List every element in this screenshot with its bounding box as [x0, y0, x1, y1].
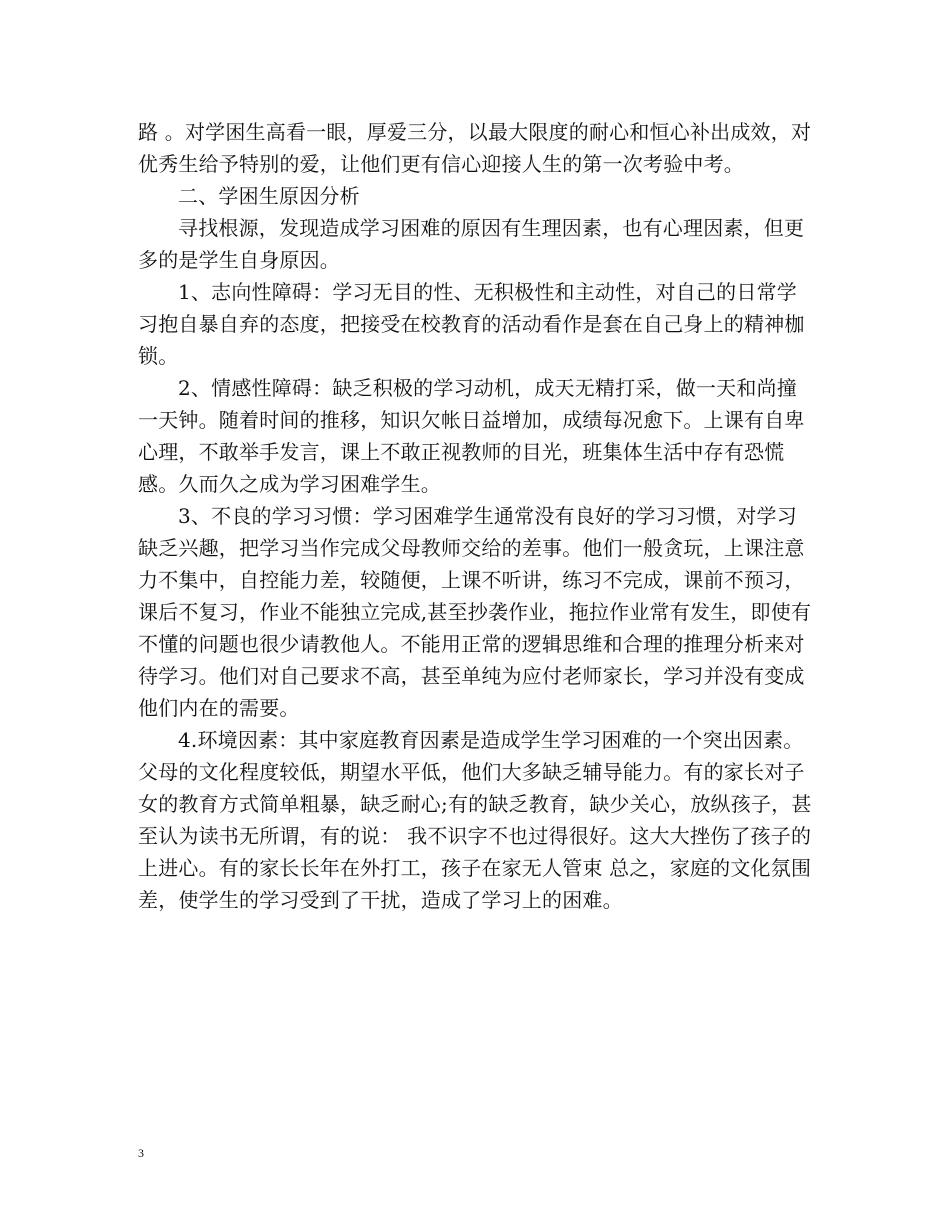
paragraph-item-3: 3、不良的学习习惯：学习困难学生通常没有良好的学习习惯，对学习缺乏兴趣，把学习当作完成父母教师交给的差事。他们一般贪玩，上课注意力不集中，自控能力差，较随便，上课不听讲，练习不完成，课前不预习，课后不复习，作业不能独立完成,甚至抄袭作业，拖拉作业常有发生，即使有不懂的问题也很少请教他人。不能用正常的逻辑思维和合理的推理分析来对待学习。他们对自己要求不高，甚至单纯为应付老师家长，学习并没有变成他们内在的需要。	[138, 504, 812, 720]
paragraph-continuation: 路 。对学困生高看一眼，厚爱三分，以最大限度的耐心和恒心补出成效，对优秀生给予特别的爱，让他们更有信心迎接人生的第一次考验中考。	[138, 120, 812, 176]
paragraph-intro: 寻找根源，发现造成学习困难的原因有生理因素，也有心理因素，但更多的是学生自身原因。	[138, 216, 805, 272]
paragraph-item-1: 1、志向性障碍：学习无目的性、无积极性和主动性，对自己的日常学习抱自暴自弃的态度，把接受在校教育的活动看作是套在自己身上的精神枷锁。	[138, 280, 805, 368]
paragraph-item-4: 4.环境因素：其中家庭教育因素是造成学生学习困难的一个突出因素。父母的文化程度较低，期望水平低，他们大多缺乏辅导能力。有的家长对子女的教育方式简单粗暴，缺乏耐心;有的缺乏教育，缺少关心，放纵孩子，甚至认为读书无所谓，有的说： 我不识字不也过得很好。这大大挫伤了孩子的上进心。有的家长长年在外打工，孩子在家无人管束 总之，家庭的文化氛围差，使学生的学习受到了干扰，造成了学习上的困难。	[138, 728, 812, 912]
page-number: 3	[138, 1146, 144, 1160]
document-body	[138, 116, 814, 916]
paragraph-item-2: 2、情感性障碍：缺乏积极的学习动机，成天无精打采，做一天和尚撞一天钟。随着时间的推移，知识欠帐日益增加，成绩每况愈下。上课有自卑心理，不敢举手发言，课上不敢正视教师的目光，班集体生活中存有恐慌感。久而久之成为学习困难学生。	[138, 376, 805, 496]
section-heading: 二、学困生原因分析	[178, 184, 360, 208]
